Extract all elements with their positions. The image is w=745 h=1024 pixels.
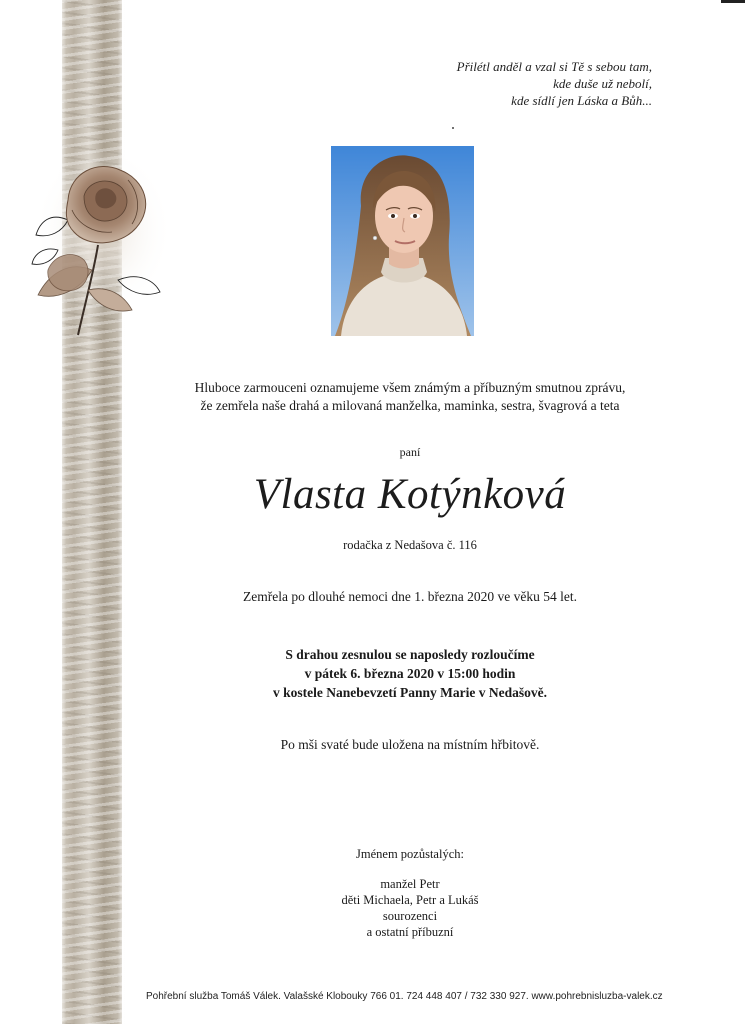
announcement-line: že zemřela naše drahá a milovaná manželka, maminka, sestra, švagrová a teta <box>200 398 620 413</box>
mourner-line: a ostatní příbuzní <box>366 925 454 939</box>
quote-line: Přilétl anděl a vzal si Tě s sebou tam, <box>456 59 652 74</box>
deceased-name: Vlasta Kotýnková <box>253 471 567 518</box>
funeral-service-footer: Pohřební služba Tomáš Válek. Valašské Klobouky 766 01. 724 448 407 / 732 330 927. www.pohrebnisluzba-valek.cz <box>146 991 663 1002</box>
death-notice: Zemřela po dlouhé nemoci dne 1. března 2020 ve věku 54 let. <box>242 589 577 604</box>
rose-icon <box>28 150 168 340</box>
farewell-details <box>130 645 690 702</box>
quote-line: kde sídlí jen Láska a Bůh... <box>511 93 652 108</box>
announcement-text <box>130 379 690 415</box>
mourner-line: manžel Petr <box>380 877 440 891</box>
mourners-title: Jménem pozůstalých: <box>356 847 464 861</box>
farewell-line: S drahou zesnulou se naposledy rozloučíme <box>285 647 535 662</box>
announcement-line: Hluboce zarmouceni oznamujeme všem známým a příbuzným smutnou zprávu, <box>194 380 626 395</box>
memorial-quote <box>380 58 652 109</box>
mourner-line: děti Michaela, Petr a Lukáš <box>341 893 479 907</box>
mourner-line: sourozenci <box>382 909 438 923</box>
deceased-origin: rodačka z Nedašova č. 116 <box>343 538 477 552</box>
scan-edge-mark <box>721 0 745 3</box>
farewell-line: v kostele Nanebevzetí Panny Marie v Nedašově. <box>272 685 548 700</box>
burial-notice: Po mši svaté bude uložena na místním hřbitově. <box>280 737 540 752</box>
quote-line: kde duše už nebolí, <box>553 76 652 91</box>
salutation: paní <box>399 445 421 459</box>
portrait-photo <box>331 146 474 336</box>
mourners-list <box>130 876 690 940</box>
print-speck <box>452 127 454 129</box>
farewell-line: v pátek 6. března 2020 v 15:00 hodin <box>304 666 516 681</box>
